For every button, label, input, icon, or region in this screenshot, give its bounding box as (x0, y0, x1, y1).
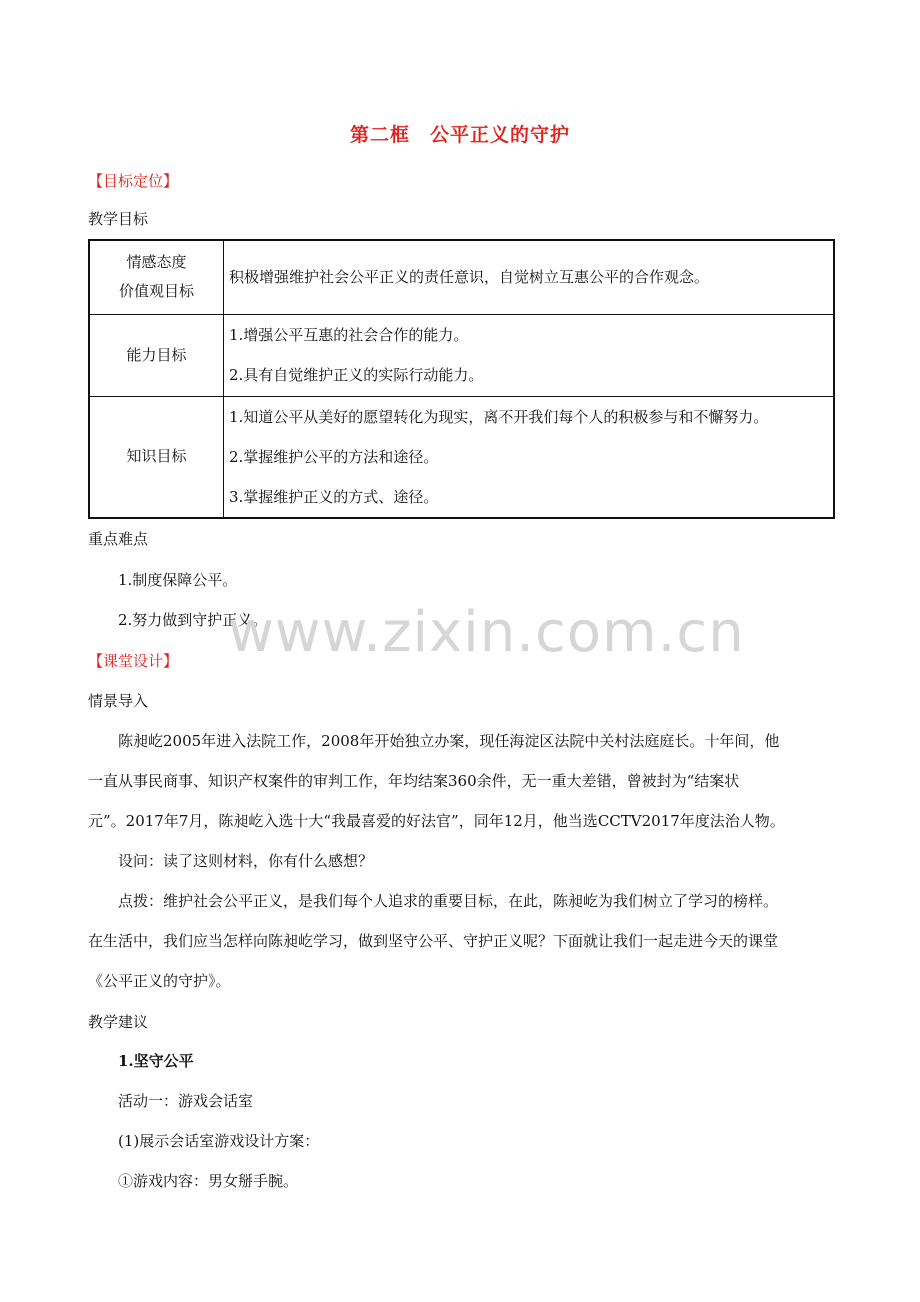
label-line: 知识目标 (126, 447, 187, 466)
step-item: ①游戏内容：男女掰手腕。 (118, 1172, 299, 1190)
step-line: (1)展示会话室游戏设计方案： (118, 1132, 320, 1150)
hint-line: 在生活中，我们应当怎样向陈昶屹学习，做到坚守公平、守护正义呢？下面就让我们一起走进今天的课堂 (88, 932, 779, 950)
hint-line: 点拨：维护社会公平正义，是我们每个人追求的重要目标，在此，陈昶屹为我们树立了学习的榜样。 (118, 892, 779, 910)
activity-line: 活动一：游戏会话室 (118, 1092, 254, 1110)
section-title: 1.坚守公平 (118, 1052, 194, 1070)
goal-item: 积极增强维护社会公平正义的责任意识，自觉树立互惠公平的合作观念。 (229, 268, 710, 287)
goals-row-content (224, 396, 835, 518)
goals-row-content (224, 240, 835, 314)
intro-line: 陈昶屹2005年进入法院工作，2008年开始独立办案，现任海淀区法院中关村法庭庭长。十年间，他 (118, 732, 780, 750)
teaching-goals-label: 教学目标 (88, 210, 149, 228)
intro-label: 情景导入 (88, 692, 149, 710)
label-line: 情感态度 (126, 253, 187, 272)
goal-item: 1.知道公平从美好的愿望转化为现实，离不开我们每个人的积极参与和不懈努力。 (229, 407, 769, 426)
hint-line: 《公平正义的守护》。 (88, 972, 231, 990)
goals-row-emotion (89, 240, 834, 314)
goals-row-knowledge (89, 396, 834, 518)
intro-line: 一直从事民商事、知识产权案件的审判工作，年均结案360余件，无一重大差错，曾被封为“结案状 (88, 772, 740, 790)
label-line: 价值观目标 (118, 282, 194, 301)
intro-line: 元”。2017年7月，陈昶屹入选十大“我最喜爱的好法官”，同年12月，他当选CCTV2017年度法治人物。 (88, 812, 785, 830)
label-line: 能力目标 (126, 345, 187, 364)
page-title: 第二框 公平正义的守护 (349, 124, 570, 146)
key-points-label: 重点难点 (88, 530, 149, 548)
key-point-item: 1.制度保障公平。 (118, 571, 238, 589)
watermark: www.zixin.com.cn (228, 600, 745, 665)
goal-item: 1.增强公平互惠的社会合作的能力。 (229, 326, 469, 344)
suggestion-label: 教学建议 (88, 1013, 149, 1031)
goals-row-content (224, 314, 835, 396)
target-heading: 【目标定位】 (88, 172, 179, 190)
goal-item: 2.具有自觉维护正义的实际行动能力。 (229, 366, 484, 384)
goal-item: 2.掌握维护公平的方法和途径。 (229, 447, 439, 466)
goal-item: 3.掌握维护正义的方式、途径。 (229, 487, 439, 506)
goals-row-label (89, 314, 224, 396)
goals-row-ability (89, 314, 834, 396)
goals-table (88, 239, 835, 519)
class-design-heading: 【课堂设计】 (88, 652, 179, 670)
goals-row-label (89, 396, 224, 518)
key-point-item: 2.努力做到守护正义。 (118, 611, 268, 629)
goals-row-label (89, 240, 224, 314)
question-line: 设问：读了这则材料，你有什么感想？ (118, 852, 374, 870)
